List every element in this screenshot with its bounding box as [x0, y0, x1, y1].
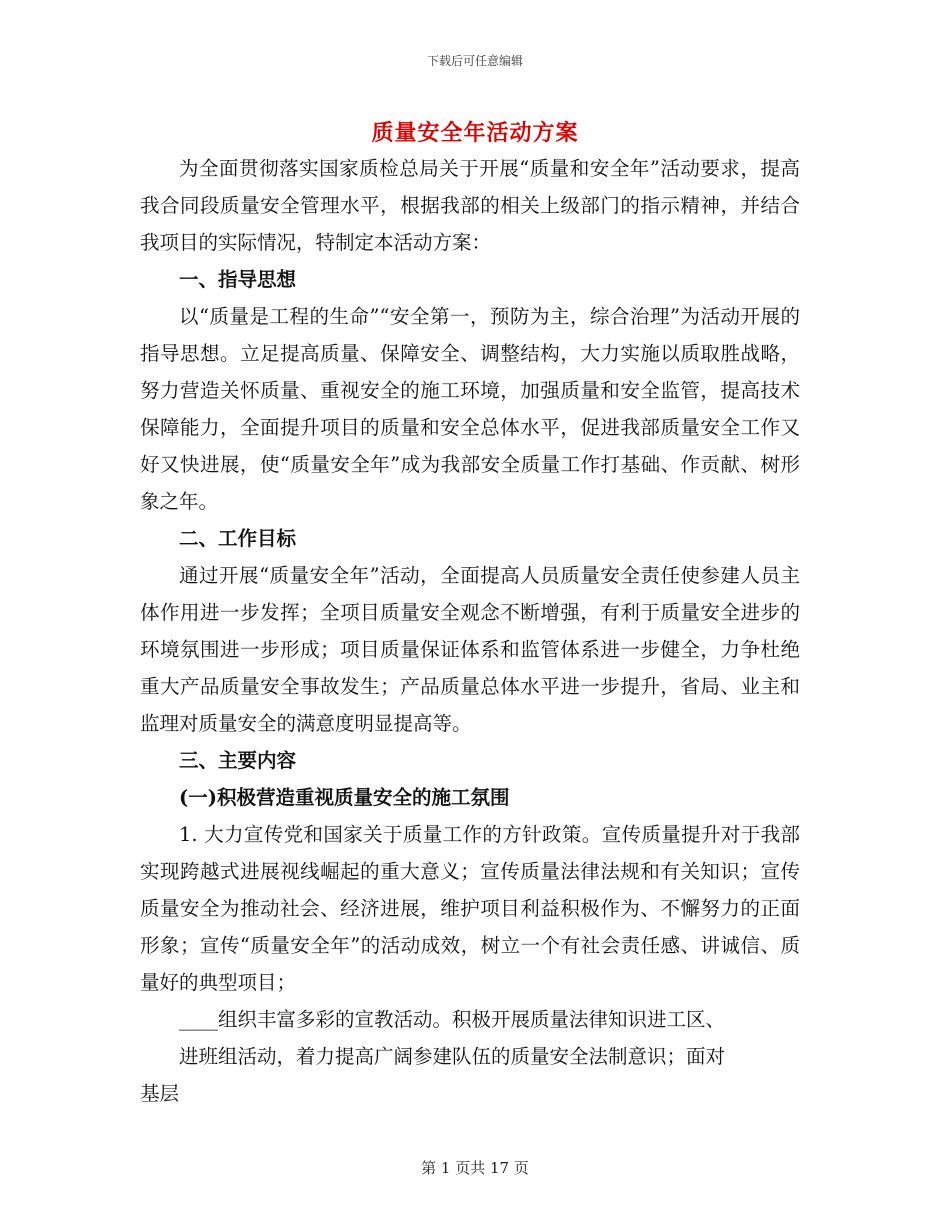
item-2-tail: 基层 — [140, 1082, 180, 1105]
guiding-ideology-paragraph: 以“质量是工程的生命”“安全第一，预防为主，综合治理”为活动开展的指导思想。立足提高质量、保障安全、调整结构，大力实施以质取胜战略，努力营造关怀质量、重视安全的施工环境，加强质量和安全监管，提高技术保障能力，全面提升项目的质量和安全总体水平，促进我部质量安全工作又好又快进展，使“质量安全年”成为我部安全质量工作打基础、作贡献、树形象之年。 — [140, 305, 800, 513]
subsection-heading-atmosphere: (一)积极营造重视质量安全的施工氛围 — [179, 786, 510, 809]
section-heading-main-content: 三、主要内容 — [179, 749, 297, 772]
document-body — [140, 150, 800, 1112]
item-2-paragraph: ____组织丰富多彩的宣教活动。积极开展质量法律知识进工区、 — [179, 1008, 726, 1031]
work-goals-paragraph: 通过开展“质量安全年”活动，全面提高人员质量安全责任使参建人员主体作用进一步发挥；全项目质量安全观念不断增强，有利于质量安全进步的环境氛围进一步形成；项目质量保证体系和监管体系进一步健全，力争杜绝重大产品质量安全事故发生；产品质量总体水平进一步提升，省局、业主和监理对质量安全的满意度明显提高等。 — [140, 564, 800, 735]
section-heading-guiding-ideology: 一、指导思想 — [179, 268, 297, 291]
intro-paragraph: 为全面贯彻落实国家质检总局关于开展“质量和安全年”活动要求，提高我合同段质量安全管理水平，根据我部的相关上级部门的指示精神，并结合我项目的实际情况，特制定本活动方案： — [140, 157, 800, 254]
section-heading-work-goals: 二、工作目标 — [179, 527, 297, 550]
page-footer: 第 1 页共 17 页 — [421, 1159, 529, 1177]
page-header: 下载后可任意编辑 — [426, 54, 523, 68]
document-title: 质量安全年活动方案 — [371, 120, 579, 146]
item-1-paragraph: 1. 大力宣传党和国家关于质量工作的方针政策。宣传质量提升对于我部实现跨越式进展视线崛起的重大意义；宣传质量法律法规和有关知识；宣传质量安全为推动社会、经济进展，维护项目利益积极作为、不懈努力的正面形象；宣传“质量安全年”的活动成效，树立一个有社会责任感、讲诚信、质量好的典型项目； — [140, 823, 800, 994]
item-2-continuation: 进班组活动，着力提高广阔参建队伍的质量安全法制意识；面对 — [179, 1045, 726, 1068]
